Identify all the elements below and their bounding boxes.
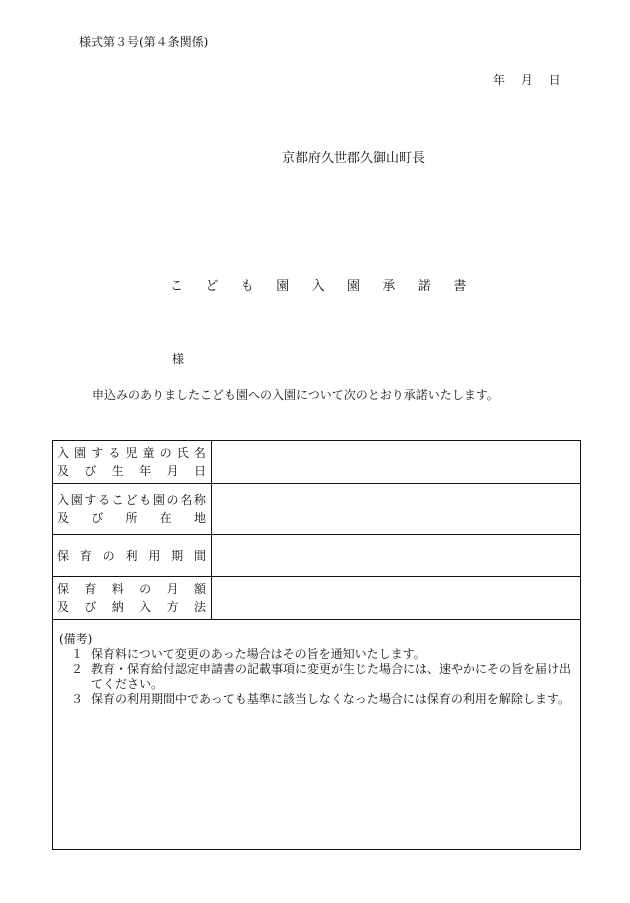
label-char: 保	[57, 548, 70, 563]
label-char: 及	[57, 464, 70, 478]
date-line: 年 月 日	[493, 73, 561, 87]
label-char: 利	[125, 548, 138, 563]
label-char: 童	[142, 446, 155, 460]
row-label-line	[53, 598, 211, 616]
label-char: 年	[139, 464, 152, 478]
row-value	[212, 535, 581, 577]
table-row	[53, 535, 581, 577]
label-char: の	[159, 446, 172, 460]
label-char: び	[84, 600, 97, 614]
label-char: 名	[180, 493, 193, 507]
label-char: 生	[111, 464, 124, 478]
label-char: 納	[111, 600, 124, 614]
note-text: 教育・保育給付認定申請書の記載事項に変更が生じた場合には、速やかにその旨を届け出てください。	[91, 662, 572, 691]
note-item	[59, 692, 574, 707]
label-char: 法	[193, 600, 206, 614]
label-char: る	[108, 446, 121, 460]
table-row	[53, 484, 581, 535]
label-char: 料	[111, 582, 124, 596]
label-char: 入	[57, 446, 70, 460]
label-char: 期	[171, 548, 184, 563]
label-char: こ	[111, 493, 124, 507]
notes-section	[53, 620, 581, 850]
label-char: 額	[193, 582, 206, 596]
approval-details-table	[52, 440, 581, 850]
row-value	[212, 441, 581, 484]
label-char: 園	[74, 446, 87, 460]
label-char: 氏	[176, 446, 189, 460]
label-char: 方	[166, 600, 179, 614]
label-char: 間	[193, 548, 206, 563]
label-char: び	[84, 464, 97, 478]
label-char: す	[84, 493, 97, 507]
notes-heading: (備考)	[59, 632, 93, 646]
label-char: 名	[193, 446, 206, 460]
label-char: ど	[125, 493, 138, 507]
row-label-line	[53, 547, 211, 565]
note-number: ２	[70, 662, 83, 676]
label-char: 及	[57, 600, 70, 614]
note-item	[59, 647, 574, 662]
document-title: こども園入園承諾書	[170, 279, 489, 294]
label-char: の	[102, 548, 115, 563]
label-char: 育	[84, 582, 97, 596]
label-char: 日	[193, 464, 206, 478]
label-char: る	[98, 493, 111, 507]
row-label	[53, 441, 212, 484]
row-value	[212, 577, 581, 620]
label-char: 保	[57, 582, 70, 596]
label-char: 入	[57, 493, 70, 507]
note-text: 保育料について変更のあった場合はその旨を通知いたします。	[91, 647, 426, 661]
issuer-name: 京都府久世郡久御山町長	[282, 151, 426, 166]
label-char: の	[166, 493, 179, 507]
label-char: 称	[193, 493, 206, 507]
note-item	[59, 662, 574, 692]
row-label-line	[53, 462, 211, 480]
label-char: 所	[125, 511, 138, 525]
intro-statement: 申込みのありましたこども園への入園について次のとおり承諾いたします。	[92, 388, 499, 402]
label-char: 児	[125, 446, 138, 460]
label-char: 園	[70, 493, 83, 507]
table-row	[53, 441, 581, 484]
label-char: び	[91, 511, 104, 525]
note-text: 保育の利用期間中であっても基準に該当しなくなった場合には保育の利用を解除します。	[91, 692, 570, 706]
label-char: 入	[139, 600, 152, 614]
row-label-line	[53, 491, 211, 509]
label-char: 育	[79, 548, 92, 563]
form-number: 様式第３号(第４条関係)	[79, 35, 209, 49]
table-row	[53, 577, 581, 620]
note-number: １	[70, 647, 83, 661]
recipient-honorific: 様	[172, 352, 185, 366]
note-number: ３	[70, 692, 83, 706]
label-char: の	[139, 582, 152, 596]
row-label-line	[53, 509, 211, 527]
label-char: 月	[166, 464, 179, 478]
label-char: 在	[159, 511, 172, 525]
row-label-line	[53, 444, 211, 462]
notes-row	[53, 620, 581, 850]
label-char: 月	[166, 582, 179, 596]
label-char: 地	[193, 511, 206, 525]
label-char: す	[91, 446, 104, 460]
row-label	[53, 484, 212, 535]
label-char: も	[139, 493, 152, 507]
row-label-line	[53, 580, 211, 598]
label-char: 園	[152, 493, 165, 507]
label-char: 用	[148, 548, 161, 563]
label-char: 及	[57, 511, 70, 525]
row-label	[53, 577, 212, 620]
row-label	[53, 535, 212, 577]
row-value	[212, 484, 581, 535]
